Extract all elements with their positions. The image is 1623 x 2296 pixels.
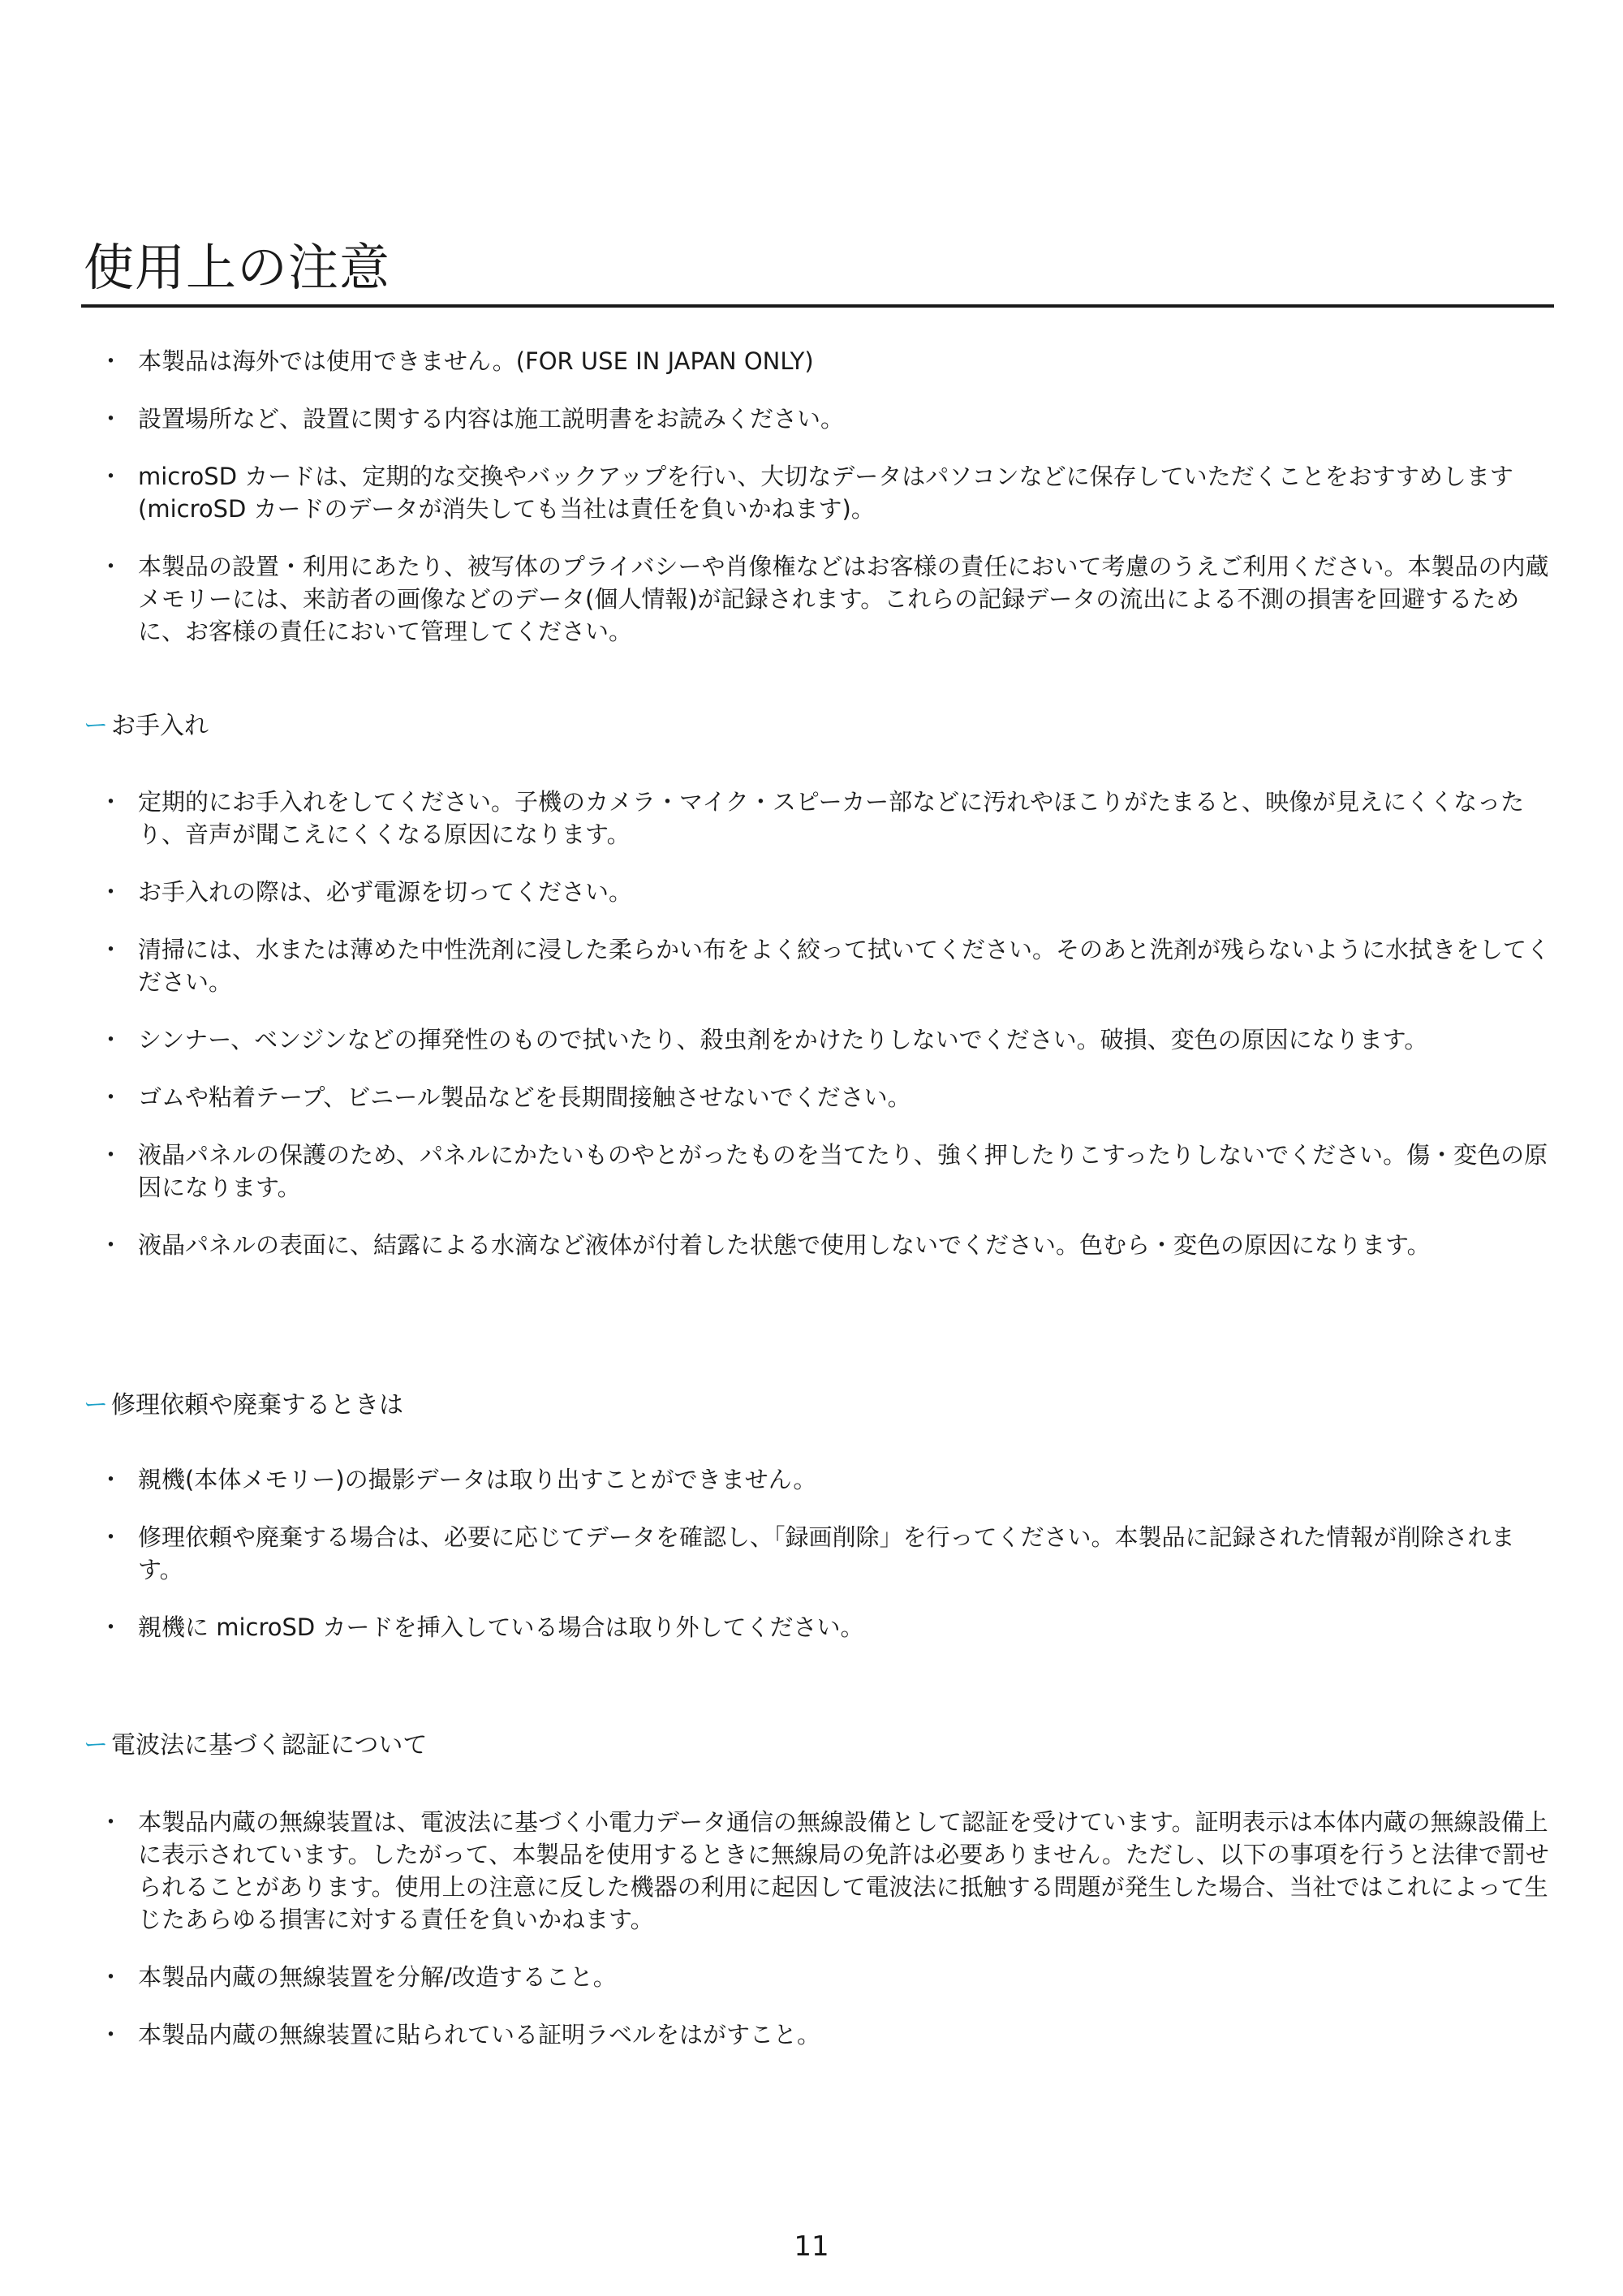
list-item: ・ 本製品内蔵の無線装置に貼られている証明ラベルをはがすこと。 [105,2018,1550,2051]
list-item: ・ 液晶パネルの保護のため、パネルにかたいものやとがったものを当てたり、強く押したりこすったりしないでください。傷・変色の原因になります。 [105,1139,1550,1204]
list-item: ・ 本製品内蔵の無線装置を分解/改造すること。 [105,1961,1550,1993]
general-list [105,345,1550,673]
list-item: ・ 定期的にお手入れをしてください。子機のカメラ・マイク・スピーカー部などに汚れやほこりがたまると、映像が見えにくくなったり、音声が聞こえにくくなる原因になります。 [105,786,1550,851]
list-item: ・ シンナー、ベンジンなどの揮発性のもので拭いたり、殺虫剤をかけたりしないでください。破損、変色の原因になります。 [105,1023,1550,1056]
section-heading-label: 修理依頼や廃棄するときは [111,1391,403,1419]
list-item: ・ 設置場所など、設置に関する内容は施工説明書をお読みください。 [105,403,1550,435]
list-item: ・ ゴムや粘着テープ、ビニール製品などを長期間接触させないでください。 [105,1081,1550,1114]
page-title: 使用上の注意 [84,238,391,297]
section-heading-label: お手入れ [111,712,209,740]
list-item: ・ お手入れの際は、必ず電源を切ってください。 [105,876,1550,908]
page-number: 11 [794,2230,829,2263]
list-item: ・ 本製品は海外では使用できません。(FOR USE IN JAPAN ONLY) [105,345,1550,377]
section-heading-radio [84,1730,427,1762]
section-heading-care [84,710,209,743]
care-list [105,786,1550,1286]
list-item: ・ microSD カードは、定期的な交換やバックアップを行い、大切なデータはパソコンなどに保存していただくことをおすすめします(microSD カードのデータが消失しても当社は責任を負いかねます)。 [105,460,1550,525]
section-heading-label: 電波法に基づく認証について [111,1731,428,1760]
section-heading-repair [84,1389,403,1422]
list-item: ・ 親機に microSD カードを挿入している場合は取り外してください。 [105,1611,1550,1643]
list-item: ・ 清掃には、水または薄めた中性洗剤に浸した柔らかい布をよく絞って拭いてください。そのあと洗剤が残らないように水拭きをしてください。 [105,933,1550,998]
section-dash: ー [84,1731,108,1760]
list-item: ・ 本製品内蔵の無線装置は、電波法に基づく小電力データ通信の無線設備として認証を受けています。証明表示は本体内蔵の無線設備上に表示されています。したがって、本製品を使用するときに無線局の免許は必要ありません。ただし、以下の事項を行うと法律で罰せられることがあります。使用上の注意に反した機器の利用に起因して電波法に抵触する問題が発生した場合、当社ではこれによって生じたあらゆる損害に対する責任を負いかねます。 [105,1806,1550,1936]
list-item: ・ 本製品の設置・利用にあたり、被写体のプライバシーや肖像権などはお客様の責任において考慮のうえご利用ください。本製品の内蔵メモリーには、来訪者の画像などのデータ(個人情報)が記録されます。これらの記録データの流出による不測の損害を回避するために、お客様の責任において管理してください。 [105,550,1550,648]
title-underline [81,304,1554,308]
repair-list [105,1463,1550,1669]
section-dash: ー [84,712,108,740]
list-item: ・ 親機(本体メモリー)の撮影データは取り出すことができません。 [105,1463,1550,1496]
list-item: ・ 修理依頼や廃棄する場合は、必要に応じてデータを確認し、「録画削除」を行ってください。本製品に記録された情報が削除されます。 [105,1521,1550,1586]
radio-list [105,1806,1550,2076]
section-dash: ー [84,1391,108,1419]
list-item: ・ 液晶パネルの表面に、結露による水滴など液体が付着した状態で使用しないでください。色むら・変色の原因になります。 [105,1229,1550,1261]
